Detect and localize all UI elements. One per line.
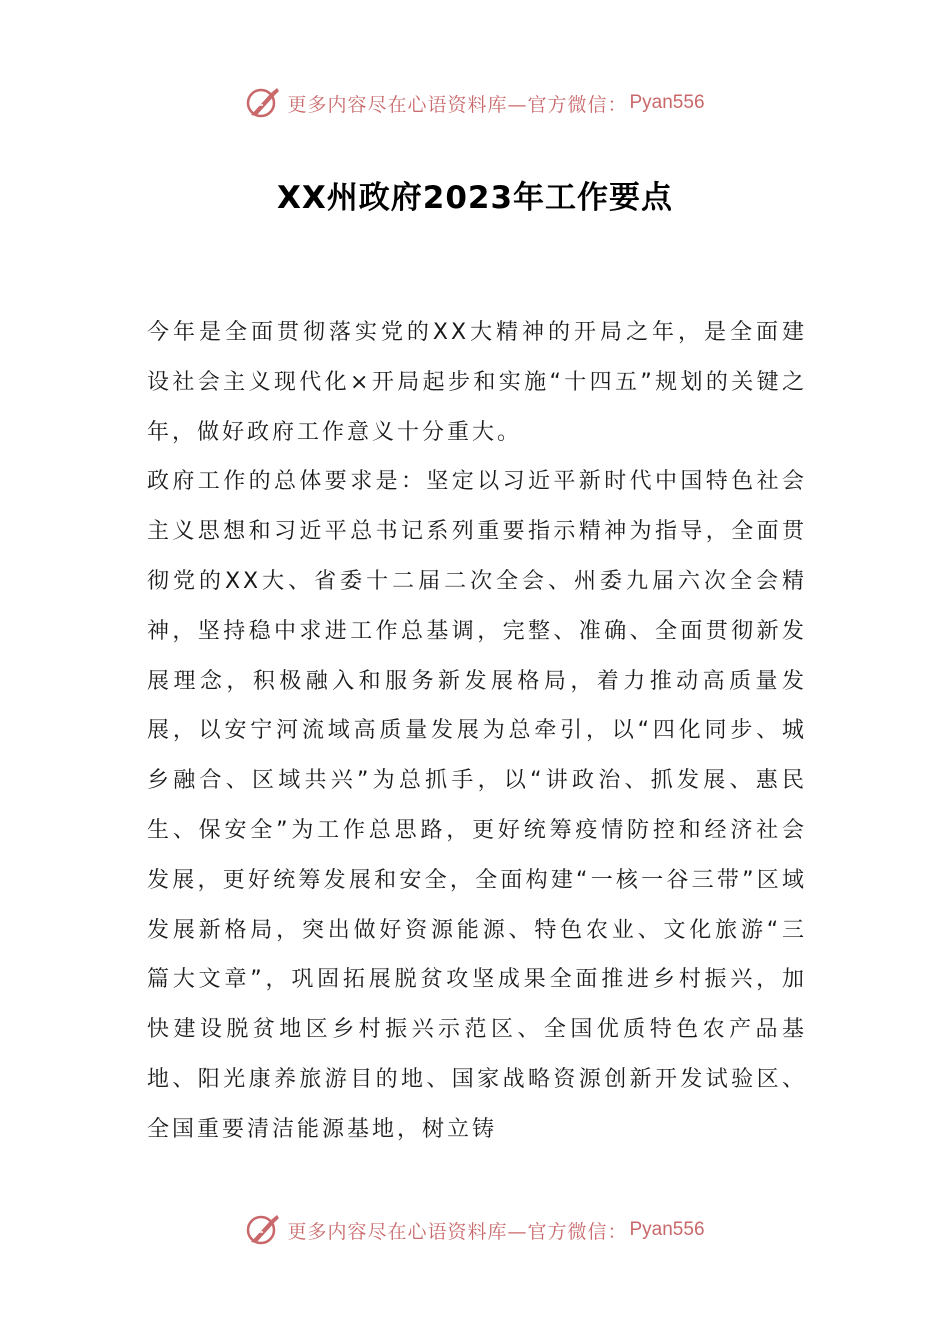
pen-logo-icon [245,1212,281,1248]
pen-logo-icon [245,85,281,121]
header-watermark-banner [0,83,950,123]
banner-wechat-id: Pyan556 [629,92,705,113]
paragraph-requirements: 政府工作的总体要求是：坚定以习近平新时代中国特色社会主义思想和习近平总书记系列重要指示精神为指导，全面贯彻党的XX大、省委十二届二次全会、州委九届六次全会精神，坚持稳中求进工作总基调，完整、准确、全面贯彻新发展理念，积极融入和服务新发展格局，着力推动高质量发展，以安宁河流域高质量发展为总牵引，以“四化同步、城乡融合、区域共兴”为总抓手，以“讲政治、抓发展、惠民生、保安全”为工作总思路，更好统筹疫情防控和经济社会发展，更好统筹发展和安全，全面构建“一核一谷三带”区域发展新格局，突出做好资源能源、特色农业、文化旅游“三篇大文章”，巩固拓展脱贫攻坚成果全面推进乡村振兴，加快建设脱贫地区乡村振兴示范区、全国优质特色农产品基地、阳光康养旅游目的地、国家战略资源创新开发试验区、全国重要清洁能源基地，树立铸 [147,469,807,1142]
footer-watermark-banner [0,1210,950,1250]
paragraph-intro: 今年是全面贯彻落实党的XX大精神的开局之年，是全面建设社会主义现代化×开局起步和实施“十四五”规划的关键之年，做好政府工作意义十分重大。 [147,320,807,445]
document-body [147,308,807,1155]
banner-wechat-id: Pyan556 [629,1219,705,1240]
banner-text: 更多内容尽在心语资料库—官方微信： [287,93,628,116]
document-title: XX州政府2023年工作要点 [276,180,674,216]
banner-text: 更多内容尽在心语资料库—官方微信： [287,1220,628,1243]
